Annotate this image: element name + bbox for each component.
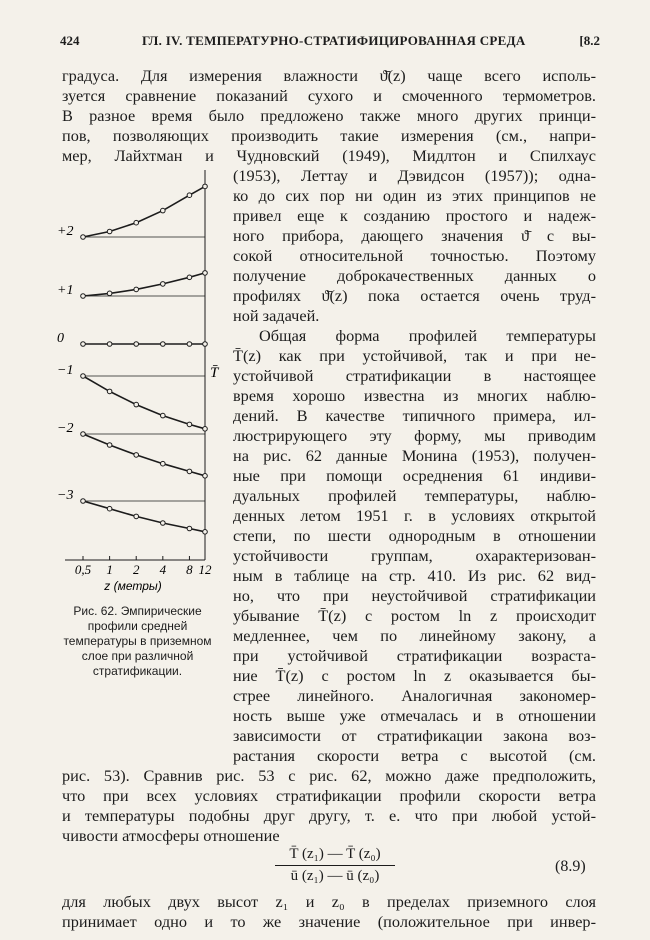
data-point (161, 461, 166, 466)
data-point (187, 469, 192, 474)
data-point (161, 282, 166, 287)
data-point (161, 342, 166, 347)
x-tick-label: 0,5 (74, 562, 92, 577)
data-point (81, 235, 86, 240)
data-point (134, 514, 139, 519)
section-number: [8.2 (579, 33, 600, 48)
text-line: на рис. 62 данные Монина (1953), получен- (233, 446, 596, 465)
data-point (81, 499, 86, 504)
data-point (107, 506, 112, 511)
text-line: ко до сих пор ни один из этих принципов не (233, 186, 596, 205)
data-point (161, 521, 166, 526)
formula-8-9 (275, 846, 395, 885)
text-line: принимает одно и то же значение (положительное при инвер- (62, 912, 596, 931)
profile-curve (83, 186, 205, 237)
y-axis-label: T̄ (210, 365, 219, 381)
curve-label: −2 (57, 421, 74, 436)
text-line: убывание T̄(z) с ростом ln z происходит (233, 606, 596, 625)
curve-label: +1 (57, 283, 74, 298)
equation-number: (8.9) (555, 858, 586, 875)
text-line: получение доброкачественных данных о (233, 266, 596, 285)
data-point (161, 413, 166, 418)
text-line: (1953), Леттау и Дэвидсон (1957)); одна- (233, 166, 596, 185)
text-line: ным в таблице на стр. 410. Из рис. 62 вид- (233, 566, 596, 585)
profile-curve (83, 501, 205, 532)
data-point (134, 220, 139, 225)
text-line: стрее линейного. Аналогичная закономер- (233, 686, 596, 705)
data-point (134, 453, 139, 458)
curve-label: +2 (57, 224, 74, 239)
text-line: рис. 53). Сравнив рис. 53 с рис. 62, можно даже предположить, (62, 766, 596, 785)
text-line: что при всех условиях стратификации профили скорости ветра (62, 786, 596, 805)
fraction-bar (275, 865, 395, 866)
data-point (187, 275, 192, 280)
text-line: и температуры подобны друг другу, т. е. что при любой устой- (62, 806, 596, 825)
text-line: денных летом 1951 г. в условиях открытой (233, 506, 596, 525)
figure-caption: Рис. 62. Эмпирические профили средней температуры в приземном слое при различной стратификации. (63, 604, 212, 678)
data-point (203, 427, 208, 432)
data-point (203, 342, 208, 347)
text-line: степи, по шести однородным в отношении (233, 526, 596, 545)
text-line: ность выше уже отмечалась и в отношении (233, 706, 596, 725)
data-point (81, 374, 86, 379)
text-line: ние T̄(z) с ростом ln z оказывается бы- (233, 666, 596, 685)
text-line: медленнее, чем по линейному закону, а (233, 626, 596, 645)
data-point (203, 530, 208, 535)
text-line: но, что при неустойчивой стратификации (233, 586, 596, 605)
data-point (107, 291, 112, 296)
data-point (107, 443, 112, 448)
figure-62 (55, 170, 230, 595)
text-line: время хорошо известна из многих наблю- (233, 386, 596, 405)
profile-chart (55, 170, 230, 595)
x-tick-label: 1 (106, 562, 113, 577)
data-point (134, 342, 139, 347)
data-point (161, 208, 166, 213)
x-tick-label: 12 (198, 562, 212, 577)
text-line: Общая форма профилей температуры (259, 326, 596, 345)
x-tick-label: 2 (132, 562, 140, 577)
data-point (134, 402, 139, 407)
data-point (187, 422, 192, 427)
x-tick-label: 4 (159, 562, 167, 577)
text-line: зуется сравнение показаний сухого и смоченного термометров. (62, 86, 596, 105)
profile-curve (83, 376, 205, 429)
text-line: чивости атмосферы отношение (62, 826, 280, 845)
text-line: устойчивости группам, охарактеризован- (233, 546, 596, 565)
text-line: для любых двух высот z₁ и z₀ в пределах приземного слоя (62, 892, 596, 911)
text-line: мер, Лайхтман и Чудновский (1949), Мидлтон и Спилхаус (62, 146, 596, 165)
formula-denominator: ū (z₁) — ū (z₀) (290, 868, 380, 884)
text-line: сокой относительной точностью. Поэтому (233, 246, 596, 265)
formula-numerator: T̄ (z₁) — T̄ (z₀) (289, 846, 381, 862)
data-point (187, 193, 192, 198)
data-point (81, 432, 86, 437)
profile-curve (83, 273, 205, 296)
data-point (203, 184, 208, 189)
curve-label: 0 (57, 331, 64, 346)
chapter-title: ГЛ. IV. ТЕМПЕРАТУРНО-СТРАТИФИЦИРОВАННАЯ СРЕДА (142, 33, 526, 48)
data-point (81, 342, 86, 347)
page-number: 424 (60, 33, 80, 48)
text-line: ного прибора, дающего значения ϑ̄ с вы- (233, 226, 596, 245)
text-line: В разное время было предложено также много других принци- (62, 106, 596, 125)
data-point (134, 287, 139, 292)
text-line: дений. В качестве типичного примера, ил- (233, 406, 596, 425)
text-line: устойчивой стратификации в настоящее (233, 366, 596, 385)
profile-curve (83, 434, 205, 476)
text-line: профилях ϑ̄(z) пока остается очень труд- (233, 286, 596, 305)
data-point (107, 342, 112, 347)
text-line: при устойчивой стратификации возраста- (233, 646, 596, 665)
data-point (187, 526, 192, 531)
x-tick-label: 8 (186, 562, 193, 577)
text-line: ной задачей. (233, 306, 320, 325)
text-line: привел еще к созданию простого и надеж- (233, 206, 596, 225)
data-point (107, 229, 112, 234)
text-line: T̄(z) как при устойчивой, так и при не- (233, 346, 596, 365)
x-axis-label: z (метры) (104, 579, 162, 593)
data-point (107, 389, 112, 394)
data-point (187, 342, 192, 347)
data-point (203, 271, 208, 276)
data-point (203, 474, 208, 479)
running-header (60, 33, 600, 53)
data-point (81, 294, 86, 299)
text-line: пов, позволяющих производить такие измерения (см., напри- (62, 126, 596, 145)
curve-label: −3 (57, 488, 74, 503)
text-line: люстрирующего эту форму, мы приводим (233, 426, 596, 445)
curve-label: −1 (57, 363, 74, 378)
text-line: дуальных профилей температуры, наблю- (233, 486, 596, 505)
text-line: растания скорости ветра с высотой (см. (233, 746, 596, 765)
text-line: зависимости от стратификации закона воз- (233, 726, 596, 745)
text-line: градуса. Для измерения влажности ϑ̄(z) чаще всего исполь- (62, 66, 596, 85)
text-line: ные при помощи осреднения 61 индиви- (233, 466, 596, 485)
